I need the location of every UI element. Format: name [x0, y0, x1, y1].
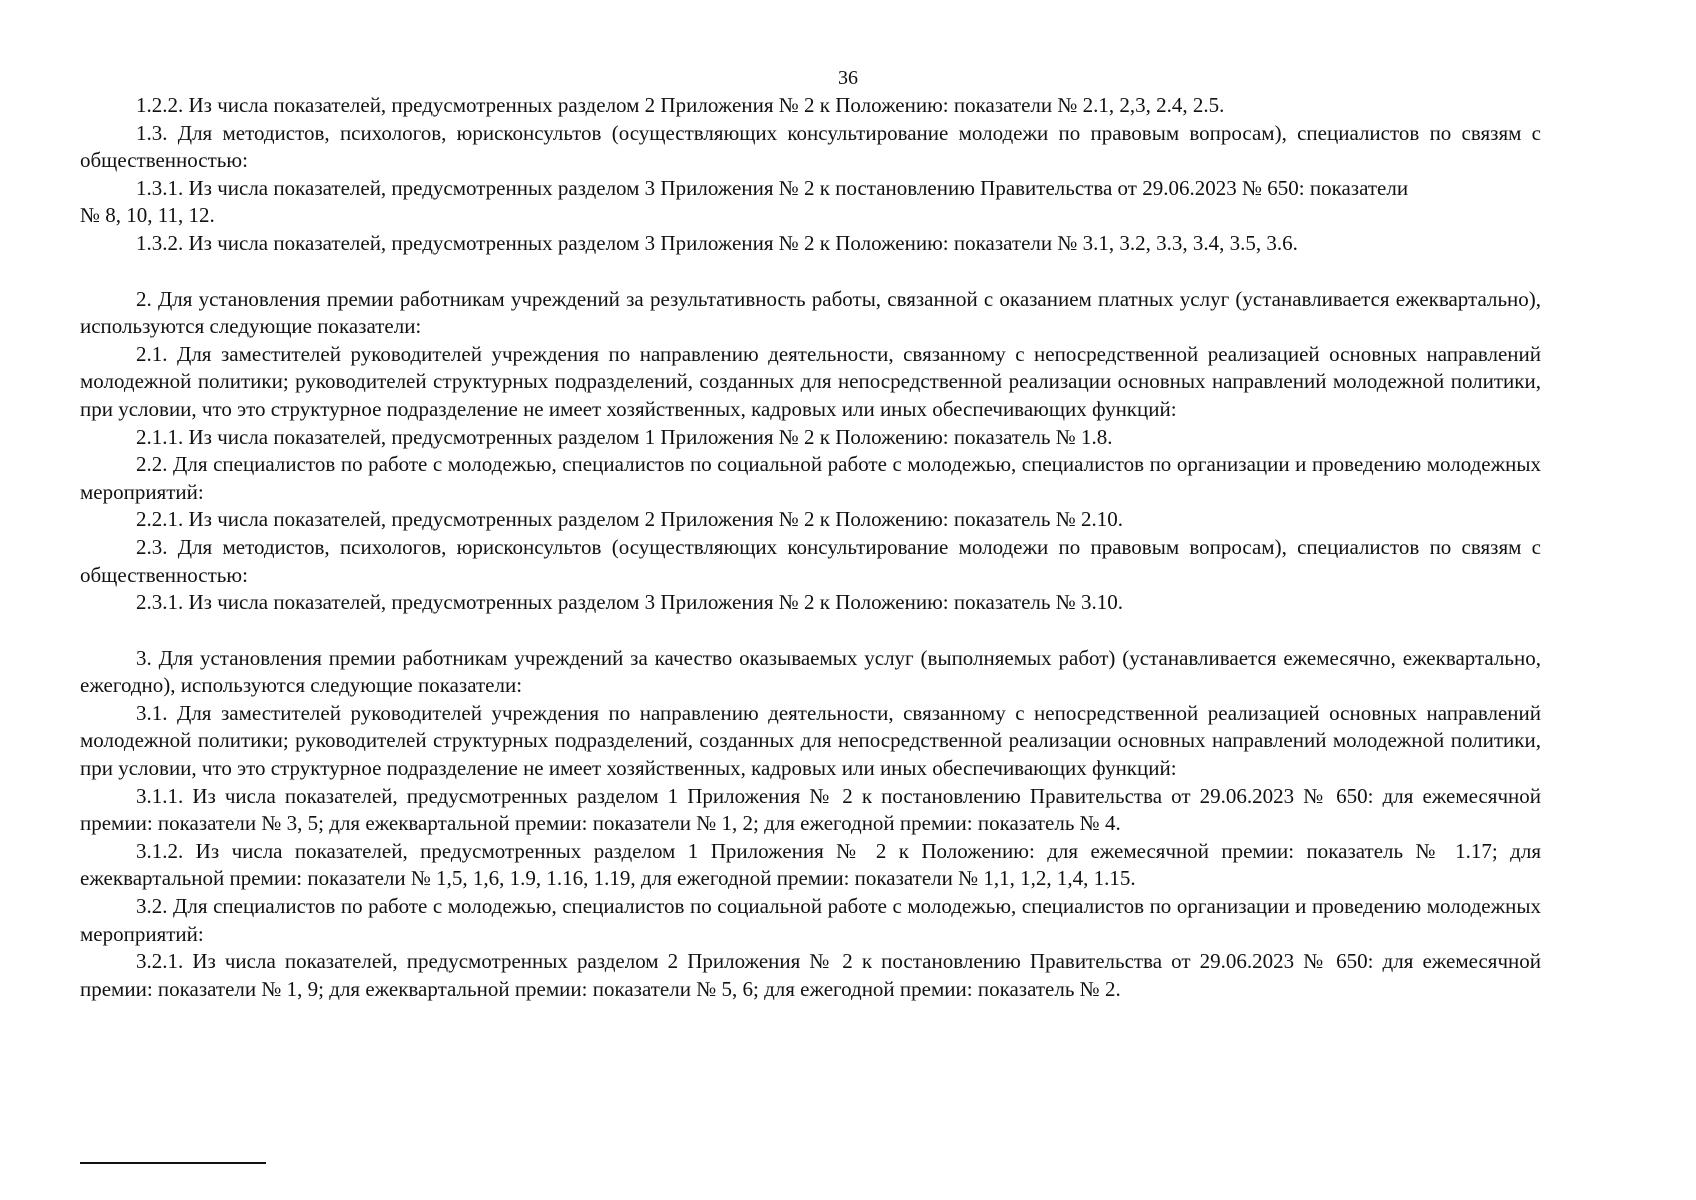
paragraph-2-3: 2.3. Для методистов, психологов, юрисконсультов (осуществляющих консультирование молодежи по правовым вопросам), специалистов по связям с общественностью:: [80, 534, 1541, 587]
paragraph-3-2-1: 3.2.1. Из числа показателей, предусмотренных разделом 2 Приложения № 2 к постановлению Правительства от 29.06.2023 № 650: для ежемесячной премии: показатели № 1, 9; для ежеквартальной премии: показатели № 5, 6; для ежегодной премии: показатель № 2.: [80, 949, 1541, 1001]
section-spacer: [80, 617, 1541, 645]
page-number: 36: [838, 67, 858, 89]
paragraph-2-1: 2.1. Для заместителей руководителей учреждения по направлению деятельности, связанному с непосредственной реализацией основных направлений молодежной политики; руководителей структурных подразделений, созданных для непосредственной реализации основных направлений молодежной политики, при условии, что это структурное подразделение не имеет хозяйственных, кадровых или иных обеспечивающих функций:: [80, 341, 1541, 421]
paragraph-3: 3. Для установления премии работникам учреждений за качество оказываемых услуг (выполняемых работ) (устанавливается ежемесячно, ежеквартально, ежегодно), используются следующие показатели:: [80, 645, 1541, 698]
paragraph-3-1-1: 3.1.1. Из числа показателей, предусмотренных разделом 1 Приложения № 2 к постановлению Правительства от 29.06.2023 № 650: для ежемесячной премии: показатели № 3, 5; для ежеквартальной премии: показатели № 1, 2; для ежегодной премии: показатель № 4.: [80, 783, 1541, 836]
paragraph-3-2: 3.2. Для специалистов по работе с молодежью, специалистов по социальной работе с молодежью, специалистов по организации и проведению молодежных мероприятий:: [80, 894, 1541, 946]
paragraph-2-1-1: 2.1.1. Из числа показателей, предусмотренных разделом 1 Приложения № 2 к Положению: показатель № 1.8.: [136, 424, 1113, 449]
paragraph-1-3: 1.3. Для методистов, психологов, юрисконсультов (осуществляющих консультирование молодежи по правовым вопросам), специалистов по связям с общественностью:: [80, 120, 1541, 173]
paragraph-1-3-1: 1.3.1. Из числа показателей, предусмотренных разделом 3 Приложения № 2 к постановлению Правительства от 29.06.2023 № 650: показатели: [136, 175, 1409, 200]
paragraph-1-3-1-continuation: № 8, 10, 11, 12.: [80, 203, 215, 228]
paragraph-1-3-2: 1.3.2. Из числа показателей, предусмотренных разделом 3 Приложения № 2 к Положению: показатели № 3.1, 3.2, 3.3, 3.4, 3.5, 3.6.: [136, 230, 1298, 255]
paragraph-3-1: 3.1. Для заместителей руководителей учреждения по направлению деятельности, связанному с непосредственной реализацией основных направлений молодежной политики; руководителей структурных подразделений, созданных для непосредственной реализации основных направлений молодежной политики, при условии, что это структурное подразделение не имеет хозяйственных, кадровых или иных обеспечивающих функций:: [80, 700, 1541, 781]
footnote-separator-line: [80, 1162, 266, 1164]
section-spacer: [80, 258, 1541, 286]
paragraph-2-2: 2.2. Для специалистов по работе с молодежью, специалистов по социальной работе с молодежью, специалистов по организации и проведению молодежных мероприятий:: [80, 452, 1541, 504]
paragraph-2-2-1: 2.2.1. Из числа показателей, предусмотренных разделом 2 Приложения № 2 к Положению: показатель № 2.10.: [136, 507, 1123, 532]
document-body: [80, 92, 1541, 1003]
paragraph-1-2-2: 1.2.2. Из числа показателей, предусмотренных разделом 2 Приложения № 2 к Положению: показатели № 2.1, 2,3, 2.4, 2.5.: [136, 93, 1225, 117]
paragraph-3-1-2: 3.1.2. Из числа показателей, предусмотренных разделом 1 Приложения № 2 к Положению: для ежемесячной премии: показатель № 1.17; для ежеквартальной премии: показатели № 1,5, 1,6, 1.9, 1.16, 1.19, для ежегодной премии: показатели № 1,1, 1,2, 1,4, 1.15.: [80, 838, 1541, 891]
paragraph-2: 2. Для установления премии работникам учреждений за результативность работы, связанной с оказанием платных услуг (устанавливается ежеквартально), используются следующие показатели:: [80, 286, 1541, 339]
paragraph-2-3-1: 2.3.1. Из числа показателей, предусмотренных разделом 3 Приложения № 2 к Положению: показатель № 3.10.: [136, 590, 1123, 615]
